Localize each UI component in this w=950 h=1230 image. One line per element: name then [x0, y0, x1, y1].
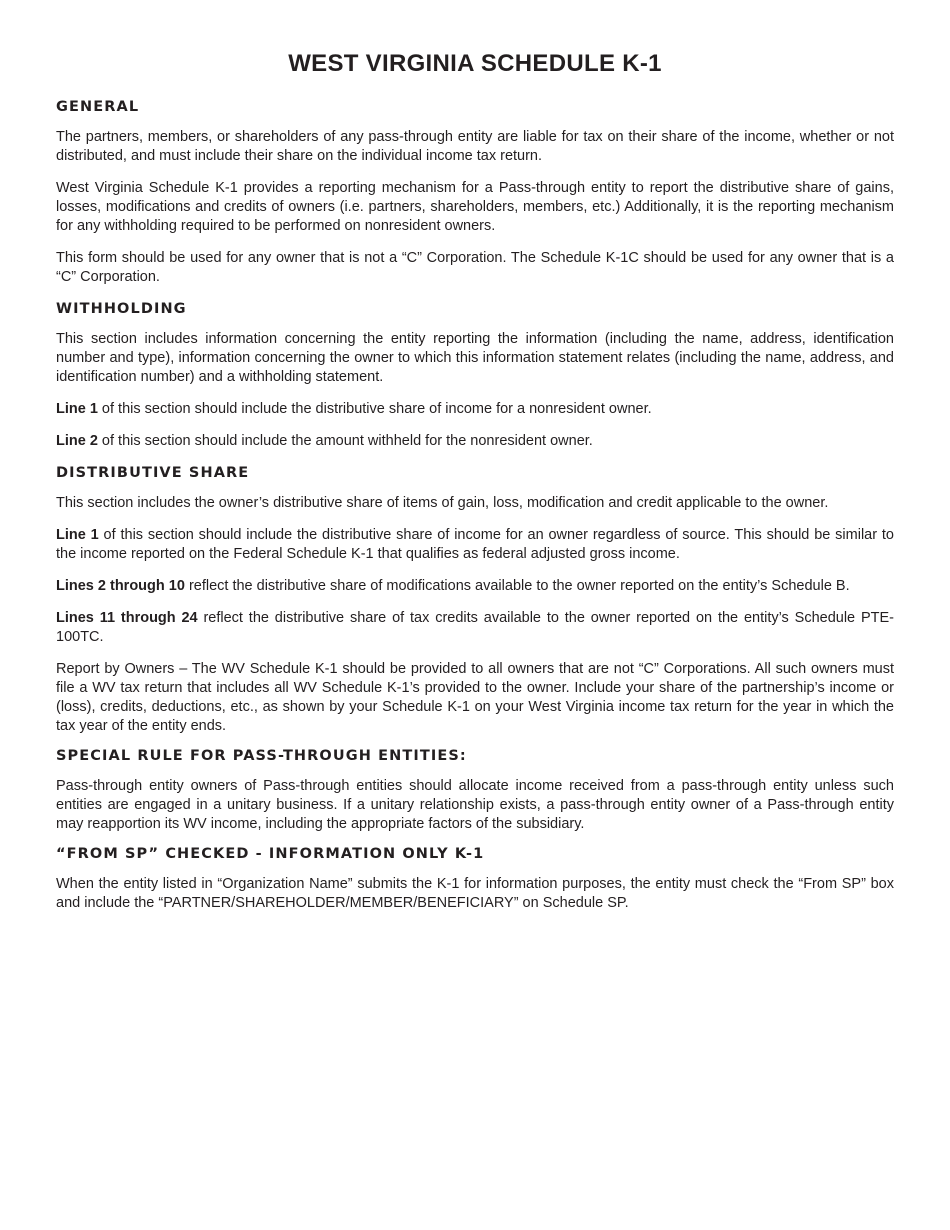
lines-2-10-text: reflect the distributive share of modifications available to the owner reported on the entity’s Schedule B. — [184, 578, 850, 594]
withholding-paragraph-1: This section includes information concerning the entity reporting the information (including the name, address, identification number and type), information concerning the owner to which this information statement relates (including the name, address, and identification number) and a withholding statement. — [56, 331, 894, 385]
page-title: WEST VIRGINIA SCHEDULE K-1 — [288, 50, 662, 77]
line-1-text: of this section should include the distributive share of income for a nonresident owner. — [97, 401, 652, 417]
section-withholding — [56, 300, 894, 451]
general-paragraph-2: West Virginia Schedule K-1 provides a reporting mechanism for a Pass-through entity to report the distributive share of gains, losses, modifications and credits of owners (i.e. partners, shareholders, members, etc.) Additionally, it is the reporting mechanism for any withholding required to be performed on nonresident owners. — [56, 180, 894, 234]
general-paragraph-1: The partners, members, or shareholders of any pass-through entity are liable for tax on their share of the income, whether or not distributed, and must include their share on the individual income tax return. — [56, 129, 894, 164]
line-1-label: Line 1 — [56, 527, 99, 543]
report-by-owners-paragraph: Report by Owners – The WV Schedule K-1 should be provided to all owners that are not “C” Corporations. All such owners must file a WV tax return that includes all WV Schedule K-1’s provided to the owner. Include your share of the partnership’s income or (loss), credits, deductions, etc., as shown by your Schedule K-1 on your West Virginia income tax return for the year in which the tax year of the entity ends. — [56, 661, 894, 734]
lines-2-10-label: Lines 2 through 10 — [56, 578, 185, 594]
distributive-line-1 — [56, 526, 894, 564]
withholding-line-1 — [56, 400, 894, 419]
from-sp-paragraph: When the entity listed in “Organization Name” submits the K-1 for information purposes, the entity must check the “From SP” box and include the “PARTNER/SHAREHOLDER/MEMBER/BENEFICIARY” on Schedule SP. — [56, 876, 894, 911]
heading-withholding: WITHHOLDING — [56, 301, 187, 317]
withholding-line-2 — [56, 432, 894, 451]
lines-11-24-text: reflect the distributive share of tax credits available to the owner reported on the entity’s Schedule PTE-100TC. — [56, 610, 894, 645]
heading-special-rule: SPECIAL RULE FOR PASS-THROUGH ENTITIES: — [56, 748, 467, 764]
heading-from-sp: “FROM SP” CHECKED - INFORMATION ONLY K-1 — [56, 846, 485, 862]
line-2-text: of this section should include the amount withheld for the nonresident owner. — [97, 433, 593, 449]
line-2-label: Line 2 — [56, 433, 98, 449]
heading-general: GENERAL — [56, 99, 140, 115]
lines-11-24-label: Lines 11 through 24 — [56, 610, 198, 626]
section-general — [56, 98, 894, 287]
line-1-text: of this section should include the distributive share of income for an owner regardless of source. This should be similar to the income reported on the Federal Schedule K-1 that qualifies as federal adjusted gross income. — [56, 527, 894, 562]
line-1-label: Line 1 — [56, 401, 98, 417]
distributive-lines-2-10 — [56, 577, 894, 596]
distributive-lines-11-24 — [56, 609, 894, 647]
section-from-sp — [56, 845, 894, 913]
general-paragraph-3: This form should be used for any owner that is not a “C” Corporation. The Schedule K-1C should be used for any owner that is a “C” Corporation. — [56, 250, 894, 285]
section-distributive-share — [56, 464, 894, 736]
special-rule-paragraph: Pass-through entity owners of Pass-through entities should allocate income received from a pass-through entity unless such entities are engaged in a unitary business. If a unitary relationship exists, a pass-through entity owner of a Pass-through entity may reapportion its WV income, including the appropriate factors of the subsidiary. — [56, 778, 894, 832]
heading-distributive-share: DISTRIBUTIVE SHARE — [56, 465, 250, 481]
distributive-paragraph-1: This section includes the owner’s distributive share of items of gain, loss, modification and credit applicable to the owner. — [56, 495, 829, 511]
section-special-rule — [56, 747, 894, 834]
